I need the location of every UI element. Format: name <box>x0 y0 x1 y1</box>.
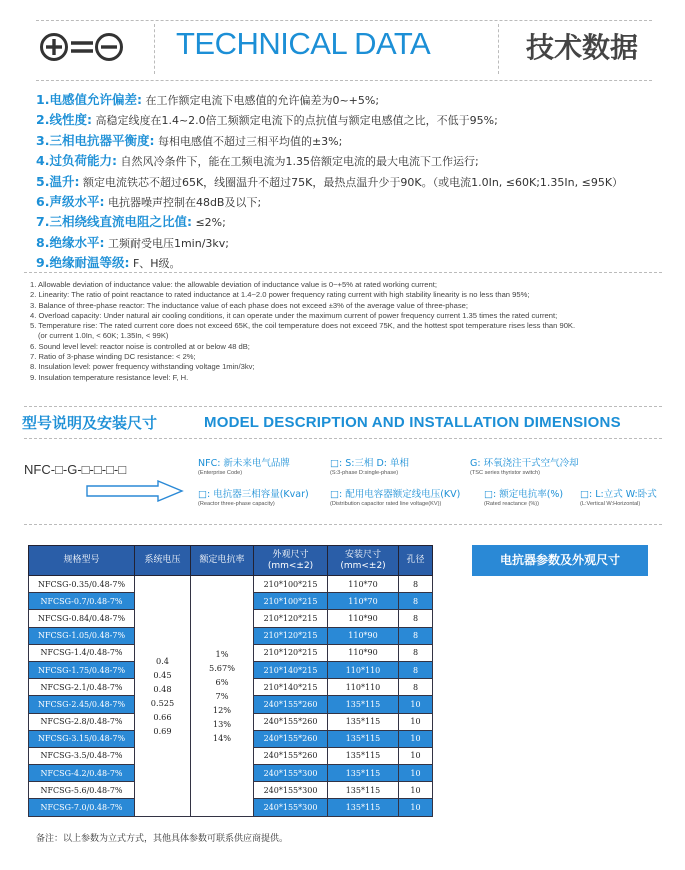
spec-text: F、H级。 <box>132 257 181 271</box>
cell-model: NFCSG-1.4/0.48-7% <box>29 644 135 661</box>
header-divider <box>498 24 499 74</box>
legend-item: □: 配用电容器额定线电压(KV) (Distribution capacitor rated line voltage(KV)) <box>330 489 461 507</box>
cell-hole: 8 <box>399 593 433 610</box>
table-row <box>29 576 433 593</box>
brand-logo-icon <box>40 33 124 61</box>
spec-item-cn <box>36 131 666 151</box>
header-divider <box>154 24 155 74</box>
cell-outer-size: 210*120*215 <box>254 610 328 627</box>
cell-hole: 10 <box>399 696 433 713</box>
spec-item-en: 8. Insulation level: power frequency withstanding voltage 1min/3kv; <box>30 362 255 372</box>
section-divider <box>24 438 662 439</box>
spec-label: 4.过负荷能力: <box>36 153 117 169</box>
cell-outer-size: 240*155*300 <box>254 799 328 816</box>
cell-system-voltage <box>135 576 191 817</box>
spec-label: 5.温升: <box>36 173 80 189</box>
spec-item-en: 2. Linearity: The ratio of point reactance to rated inductance at 1.4~2.0 power frequency rating current with high stability linearity is no less than 95%; <box>30 290 530 300</box>
spec-label: 7.三相绕线直流电阻之比值: <box>36 214 192 230</box>
cell-hole: 8 <box>399 627 433 644</box>
section-title-en: MODEL DESCRIPTION AND INSTALLATION DIMENSIONS <box>204 414 621 431</box>
section-title-cn: 型号说明及安装尺寸 <box>22 414 158 432</box>
legend-item: □: 额定电抗率(%) (Rated reactance (%)) <box>484 489 564 507</box>
cell-install-size: 135*115 <box>328 696 399 713</box>
cell-hole: 10 <box>399 747 433 764</box>
spec-table-wrapper <box>28 545 433 817</box>
page-header <box>0 0 685 86</box>
cell-hole: 8 <box>399 644 433 661</box>
spec-text: 额定电流铁芯不超过65K，线圈温升不超过75K，最热点温升少于90K。（或电流1.0In, ≤60K;1.35In, ≤95K） <box>82 175 624 189</box>
spec-item-en: 4. Overload capacity: Under natural air cooling conditions, it can operate under the maximum current of power frequency current 1.35 times the rated current; <box>30 310 558 320</box>
cell-install-size: 110*110 <box>328 679 399 696</box>
footnote: 备注：以上参数为立式方式，其他具体参数可联系供应商提供。 <box>36 834 289 844</box>
voltage-value: 0.66 <box>153 711 172 722</box>
cell-outer-size: 240*155*260 <box>254 730 328 747</box>
voltage-value: 0.4 <box>155 655 170 666</box>
cell-install-size: 135*115 <box>328 747 399 764</box>
spec-table <box>28 545 433 817</box>
reactance-value: 1% <box>215 648 229 659</box>
spec-item-cn <box>36 233 666 253</box>
spec-text: 每相电感值不超过三相平均值的±3%; <box>157 134 343 148</box>
spec-item-cn <box>36 253 666 273</box>
cell-hole: 10 <box>399 765 433 782</box>
reactance-value: 13% <box>212 718 232 729</box>
legend-item: □: 电抗器三相容量(Kvar) (Reactor three-phase capacity) <box>198 489 309 507</box>
legend-item: □: S:三相 D: 单相 (S:3-phase D:single-phase) <box>330 458 409 476</box>
cell-install-size: 110*90 <box>328 627 399 644</box>
spec-item-cn <box>36 172 666 192</box>
legend-item: NFC: 新未来电气品牌 (Enterprise Code) <box>198 458 290 476</box>
spec-item-en: 9. Insulation temperature resistance level: F, H. <box>30 372 189 382</box>
cell-model: NFCSG-2.45/0.48-7% <box>29 696 135 713</box>
spec-label: 1.电感值允许偏差: <box>36 92 142 107</box>
spec-label: 6.声级水平: <box>36 193 105 209</box>
cell-hole: 10 <box>399 799 433 816</box>
cell-hole: 10 <box>399 713 433 730</box>
cell-model: NFCSG-1.75/0.48-7% <box>29 661 135 678</box>
cell-reactance-rate <box>191 576 254 817</box>
spec-item-cn <box>36 151 666 171</box>
voltage-value: 0.69 <box>153 725 172 736</box>
cell-hole: 10 <box>399 730 433 747</box>
header-bottom-divider <box>36 80 652 81</box>
cell-model: NFCSG-0.84/0.48-7% <box>29 610 135 627</box>
cell-install-size: 135*115 <box>328 765 399 782</box>
cell-install-size: 135*115 <box>328 730 399 747</box>
reactance-value: 5.67% <box>208 662 235 673</box>
cell-outer-size: 210*120*215 <box>254 627 328 644</box>
header-top-divider <box>36 20 652 21</box>
voltage-value: 0.48 <box>153 683 172 694</box>
spec-item-cn <box>36 192 666 212</box>
cell-hole: 8 <box>399 610 433 627</box>
cell-install-size: 135*115 <box>328 799 399 816</box>
cell-outer-size: 240*155*260 <box>254 696 328 713</box>
spec-label: 3.三相电抗器平衡度: <box>36 132 155 148</box>
reactance-value: 12% <box>212 704 232 715</box>
cell-install-size: 110*90 <box>328 610 399 627</box>
spec-item-cn <box>36 212 666 232</box>
column-header: 孔径 <box>399 546 433 576</box>
spec-text: 电抗器噪声控制在48dB及以下; <box>107 195 262 209</box>
reactance-value: 6% <box>215 676 229 687</box>
cell-outer-size: 210*100*215 <box>254 593 328 610</box>
cell-outer-size: 240*155*260 <box>254 747 328 764</box>
section-divider <box>24 406 662 407</box>
legend-item: G: 环氧浇注干式空气冷却 (TSC series thyristor switch) <box>470 458 579 476</box>
spec-label: 9.绝缘耐温等级: <box>36 255 130 271</box>
spec-text: 高稳定线度在1.4~2.0倍工频额定电流下的点抗值与额定电感值之比，不低于95%; <box>95 114 498 128</box>
column-header: 系统电压 <box>135 546 191 576</box>
cell-install-size: 110*70 <box>328 576 399 593</box>
cell-install-size: 135*115 <box>328 713 399 730</box>
voltage-value: 0.45 <box>153 669 172 680</box>
cell-model: NFCSG-4.2/0.48-7% <box>29 765 135 782</box>
table-header-row <box>29 546 433 576</box>
cell-hole: 10 <box>399 782 433 799</box>
cell-install-size: 110*90 <box>328 644 399 661</box>
cell-model: NFCSG-1.05/0.48-7% <box>29 627 135 644</box>
spec-item-en: 6. Sound level level: reactor noise is controlled at or below 48 dB; <box>30 341 250 351</box>
spec-list-en <box>30 280 660 383</box>
spec-item-en: 7. Ratio of 3-phase winding DC resistance: < 2%; <box>30 352 196 362</box>
cell-hole: 8 <box>399 679 433 696</box>
cell-model: NFCSG-3.5/0.48-7% <box>29 747 135 764</box>
spec-item-en: 5. Temperature rise: The rated current core does not exceed 65K, the coil temperature does not exceed 75K, and the hottest spot temperature rises less than 90K. <box>30 321 576 331</box>
cell-hole: 8 <box>399 661 433 678</box>
cell-install-size: 110*110 <box>328 661 399 678</box>
legend-item: □: L:立式 W:卧式 (L:Vertical W:Horizontal) <box>580 489 657 507</box>
cell-outer-size: 240*155*300 <box>254 765 328 782</box>
spec-text: 自然风冷条件下，能在工频电流为1.35倍额定电流的最大电流下工作运行; <box>120 155 479 169</box>
model-code: NFC-□-G-□-□-□-□ <box>24 462 127 477</box>
cell-install-size: 135*115 <box>328 782 399 799</box>
column-header: 规格型号 <box>29 546 135 576</box>
cell-model: NFCSG-2.8/0.48-7% <box>29 713 135 730</box>
page-title: TECHNICAL DATA <box>176 26 431 61</box>
cell-model: NFCSG-2.1/0.48-7% <box>29 679 135 696</box>
spec-list-cn <box>36 90 666 274</box>
reactance-value: 7% <box>215 690 229 701</box>
column-header: 额定电抗率 <box>191 546 254 576</box>
column-header: 安装尺寸 (mm<±2) <box>328 546 399 576</box>
cell-hole: 8 <box>399 576 433 593</box>
cell-outer-size: 210*140*215 <box>254 679 328 696</box>
reactance-value: 14% <box>212 732 232 743</box>
table-side-label: 电抗器参数及外观尺寸 <box>472 545 648 576</box>
section-divider <box>24 524 662 525</box>
cell-model: NFCSG-7.0/0.48-7% <box>29 799 135 816</box>
cell-install-size: 110*70 <box>328 593 399 610</box>
table-body <box>29 576 433 817</box>
column-header: 外观尺寸 (mm<±2) <box>254 546 328 576</box>
cell-outer-size: 210*100*215 <box>254 576 328 593</box>
spec-item-cn <box>36 90 666 110</box>
cell-model: NFCSG-5.6/0.48-7% <box>29 782 135 799</box>
cell-outer-size: 210*140*215 <box>254 661 328 678</box>
spec-text: 在工作额定电流下电感值的允许偏差为0~+5%; <box>145 94 380 107</box>
cell-outer-size: 210*120*215 <box>254 644 328 661</box>
section-divider <box>24 272 662 273</box>
page-title-cn: 技术数据 <box>526 31 639 64</box>
cell-model: NFCSG-0.35/0.48-7% <box>29 576 135 593</box>
spec-text: 工频耐受电压1min/3kv; <box>107 236 229 250</box>
cell-outer-size: 240*155*260 <box>254 713 328 730</box>
spec-label: 2.线性度: <box>36 112 92 128</box>
cell-outer-size: 240*155*300 <box>254 782 328 799</box>
spec-item-en: 3. Balance of three-phase reactor: The inductance value of each phase does not exceed ±3% of the average value of three-phase; <box>30 300 469 310</box>
spec-item-cn <box>36 110 666 130</box>
spec-text: ≤2%; <box>195 216 226 230</box>
spec-item-en: 1. Allowable deviation of inductance value: the allowable deviation of inductance value is 0~+5% at rated working current; <box>30 280 437 289</box>
spec-label: 8.绝缘水平: <box>36 234 105 250</box>
cell-model: NFCSG-3.15/0.48-7% <box>29 730 135 747</box>
cell-model: NFCSG-0.7/0.48-7% <box>29 593 135 610</box>
arrow-right-icon <box>86 480 184 502</box>
voltage-value: 0.525 <box>150 697 175 708</box>
spec-item-en: (or current 1.0In, < 60K; 1.35In, < 99K) <box>38 331 169 341</box>
